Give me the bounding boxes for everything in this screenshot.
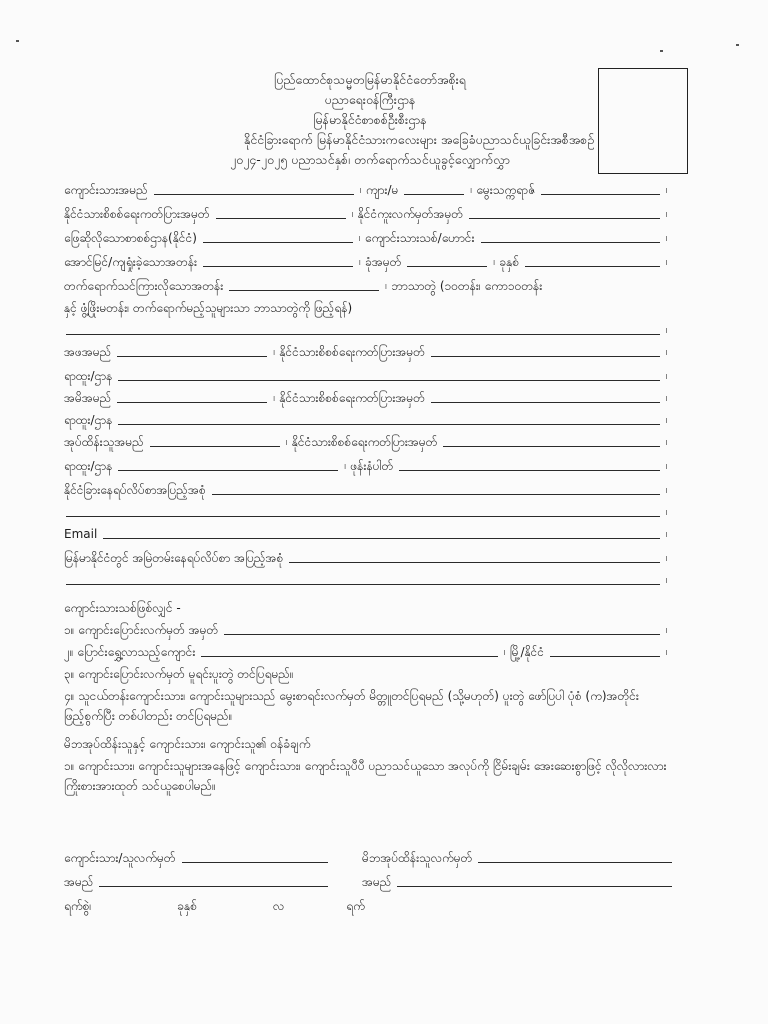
row-nrc: နိုင်ငံသားစိစစ်ရေးကတ်ပြားအမှတ် ၊ နိုင်ငံကူးလက်မှတ်အမှတ် ၊ bbox=[64, 204, 672, 224]
foreign-address-field[interactable] bbox=[212, 494, 660, 495]
new-student-title: ကျောင်းသားသစ်ဖြစ်လျှင် - bbox=[64, 601, 181, 615]
row-previous-school: ၂။ ပြောင်းရွှေ့လာသည့်ကျောင်း ၊ မြို့/နိုင်ငံ ၊ bbox=[64, 642, 672, 662]
mother-occupation-field[interactable] bbox=[118, 424, 660, 425]
kindergarten-note: ၄။ သူငယ်တန်းကျောင်းသား၊ ကျောင်းသူများသည် မွေးစာရင်းလက်မှတ် မိတ္တူတင်ပြရမည် (သို့မဟုတ်) ပူးတွဲ ဖော်ပြပါ ပုံစံ (က)အတိုင်း ဖြည့်စွက်ပြီး တစ်ပါတည်း တင်ပြရမည်။ bbox=[64, 689, 639, 723]
header-ministry: ပညာရေးဝန်ကြီးဌာန bbox=[324, 92, 416, 107]
passed-grade-label: အောင်မြင်/ကျရှုံးခဲ့သောအတန်း bbox=[64, 255, 198, 269]
student-sign-name-label: အမည် bbox=[64, 875, 94, 889]
myanmar-address-label: မြန်မာနိုင်ငံတွင် အမြဲတမ်းနေရပ်လိပ်စာ အပြည့်အစုံ bbox=[64, 551, 284, 565]
subject-field[interactable] bbox=[66, 334, 660, 335]
date-month-label: လ bbox=[272, 899, 285, 913]
student-name-sign-row bbox=[64, 872, 334, 892]
row-guardian-occupation: ရာထူး/ဌာန ၊ ဖုန်းနံပါတ် ၊ bbox=[64, 456, 672, 476]
mother-name-label: အမိအမည် bbox=[64, 391, 112, 405]
foreign-address-label: နိုင်ငံခြားနေရပ်လိပ်စာအပြည့်အစုံ bbox=[64, 483, 206, 497]
previous-school-label: ၂။ ပြောင်းရွှေ့လာသည့်ကျောင်း bbox=[64, 645, 196, 659]
transfer-original-note: ၃။ ကျောင်းပြောင်းလက်မှတ် မူရင်းပူးတွဲ တင်ပြရမည်။ bbox=[64, 667, 294, 681]
guardian-nrc-label: နိုင်ငံသားစိစစ်ရေးကတ်ပြားအမှတ် bbox=[291, 435, 438, 449]
exam-dept-label: ဖြေဆိုလိုသောစာစစ်ဌာန(နိုင်ငံ) bbox=[64, 231, 197, 245]
student-name-field[interactable] bbox=[154, 194, 354, 195]
guardian-name-field[interactable] bbox=[150, 446, 280, 447]
mother-nrc-field[interactable] bbox=[431, 402, 660, 403]
apply-grade-field[interactable] bbox=[229, 290, 379, 291]
myanmar-address-field[interactable] bbox=[289, 562, 660, 563]
scan-speck bbox=[660, 50, 663, 52]
dob-field[interactable] bbox=[541, 194, 660, 195]
row-subject-cont bbox=[64, 298, 672, 318]
row-mother: အမိအမည် ၊ နိုင်ငံသားစိစစ်ရေးကတ်ပြားအမှတ် ၊ bbox=[64, 388, 672, 408]
student-sign-name-field[interactable] bbox=[99, 886, 328, 887]
declaration-text: ၁။ ကျောင်းသား၊ ကျောင်းသူများအနေဖြင့် ကျောင်းသား၊ ကျောင်းသူပီပီ ပညာသင်ယူသော အလုပ်ကို ငြိမ်းချမ်း အေးဆေးစွာဖြင့် လိုလိုလားလား ကြိုးစားအားထုတ် သင်ယူစေပါမည်။ bbox=[64, 759, 667, 793]
passport-field[interactable] bbox=[469, 218, 660, 219]
row-item3 bbox=[64, 664, 672, 684]
roll-no-label: ခုံအမှတ် bbox=[365, 255, 402, 269]
phone-field[interactable] bbox=[399, 470, 660, 471]
year-label: ခုနှစ် bbox=[499, 255, 520, 269]
parent-sign-name-label: အမည် bbox=[362, 875, 392, 889]
transfer-cert-field[interactable] bbox=[224, 634, 660, 635]
row-father-occupation: ရာထူး/ဌာန ၊ bbox=[64, 366, 672, 386]
student-signature-row bbox=[64, 848, 334, 868]
parent-name-sign-row bbox=[362, 872, 678, 892]
father-occupation-field[interactable] bbox=[118, 380, 660, 381]
father-nrc-field[interactable] bbox=[431, 356, 660, 357]
row-myanmar-address: မြန်မာနိုင်ငံတွင် အမြဲတမ်းနေရပ်လိပ်စာ အပြည့်အစုံ ၊ bbox=[64, 548, 672, 568]
apply-grade-label: တက်ရောက်သင်ကြားလိုသောအတန်း bbox=[64, 279, 224, 293]
father-occupation-label: ရာထူး/ဌာန bbox=[64, 369, 113, 383]
father-name-label: အဖအမည် bbox=[64, 345, 112, 359]
guardian-occupation-field[interactable] bbox=[118, 470, 338, 471]
scan-speck bbox=[16, 40, 19, 42]
date-day-label: ရက် bbox=[346, 899, 365, 913]
parent-sign-label: မိဘအုပ်ထိန်းသူလက်မှတ် bbox=[362, 851, 473, 865]
header-title: ၂၀၂၄-၂၀၂၅ ပညာသင်နှစ်၊ တက်ရောက်သင်ယူခွင့်လျှောက်လွှာ bbox=[229, 152, 511, 167]
passed-grade-field[interactable] bbox=[203, 266, 353, 267]
passport-label: နိုင်ငံကူးလက်မှတ်အမှတ် bbox=[357, 207, 464, 221]
student-sign-field[interactable] bbox=[182, 862, 328, 863]
guardian-occupation-label: ရာထူး/ဌာန bbox=[64, 459, 113, 473]
dob-label: မွေးသက္ကရာဇ် bbox=[476, 183, 536, 197]
email-field[interactable] bbox=[103, 538, 660, 539]
mother-occupation-label: ရာထူး/ဌာန bbox=[64, 413, 113, 427]
student-sign-label: ကျောင်းသား/သူလက်မှတ် bbox=[64, 851, 176, 865]
gender-label: ကျား/မ bbox=[365, 183, 399, 197]
previous-school-field[interactable] bbox=[201, 656, 497, 657]
date-row bbox=[64, 896, 369, 916]
mother-nrc-label: နိုင်ငံသားစိစစ်ရေးကတ်ပြားအမှတ် bbox=[279, 391, 425, 405]
photo-box bbox=[598, 68, 688, 174]
parent-signature-row bbox=[362, 848, 678, 868]
declaration-title: မိဘအုပ်ထိန်းသူနှင့် ကျောင်းသား၊ ကျောင်းသူ၏ ဝန်ခံချက် bbox=[64, 737, 311, 751]
gender-field[interactable] bbox=[404, 194, 464, 195]
foreign-address-field-2[interactable] bbox=[66, 516, 660, 517]
date-label: ရက်စွဲ၊ bbox=[64, 899, 92, 913]
header-program: နိုင်ငံခြားရောက် မြန်မာနိုင်ငံသားကလေးများ အခြေခံပညာသင်ယူခြင်းအစီအစဉ် bbox=[243, 132, 595, 147]
guardian-nrc-field[interactable] bbox=[443, 446, 660, 447]
row-declaration-title bbox=[64, 734, 672, 754]
row-exam-dept: ဖြေဆိုလိုသောစာစစ်ဌာန(နိုင်ငံ) ၊ ကျောင်းသားသစ်/ဟောင်း ၊ bbox=[64, 228, 672, 248]
date-year-label: ခုနှစ် bbox=[177, 899, 197, 913]
phone-label: ဖုန်းနံပါတ် bbox=[350, 459, 394, 473]
row-mother-occupation: ရာထူး/ဌာန ၊ bbox=[64, 410, 672, 430]
myanmar-address-field-2[interactable] bbox=[66, 584, 660, 585]
exam-dept-field[interactable] bbox=[203, 242, 353, 243]
father-nrc-label: နိုင်ငံသားစိစစ်ရေးကတ်ပြားအမှတ် bbox=[279, 345, 425, 359]
row-foreign-address: နိုင်ငံခြားနေရပ်လိပ်စာအပြည့်အစုံ ၊ bbox=[64, 480, 672, 500]
nrc-field[interactable] bbox=[216, 218, 346, 219]
row-subject-field: ၊ bbox=[64, 320, 672, 340]
year-field[interactable] bbox=[525, 266, 660, 267]
nrc-label: နိုင်ငံသားစိစစ်ရေးကတ်ပြားအမှတ် bbox=[64, 207, 210, 221]
guardian-name-label: အုပ်ထိန်းသူအမည် bbox=[64, 435, 144, 449]
city-country-label: မြို့/နိုင်ငံ bbox=[509, 645, 544, 659]
father-name-field[interactable] bbox=[117, 356, 267, 357]
mother-name-field[interactable] bbox=[117, 402, 267, 403]
student-name-label: ကျောင်းသားအမည် bbox=[64, 183, 148, 197]
row-myanmar-address-2: ၊ bbox=[64, 570, 672, 590]
roll-no-field[interactable] bbox=[407, 266, 487, 267]
header-department: မြန်မာနိုင်ငံစာစစ်ဦးစီးဌာန bbox=[313, 112, 427, 127]
row-father: အဖအမည် ၊ နိုင်ငံသားစိစစ်ရေးကတ်ပြားအမှတ် ၊ bbox=[64, 342, 672, 362]
subject-label: ဘာသာတွဲ (၁၀တန်း၊ ကော၁၀တန်း bbox=[391, 279, 543, 293]
city-country-field[interactable] bbox=[550, 656, 660, 657]
scan-speck bbox=[736, 44, 739, 46]
parent-sign-field[interactable] bbox=[478, 862, 672, 863]
header-government: ပြည်ထောင်စုသမ္မတမြန်မာနိုင်ငံတော်အစိုးရ bbox=[274, 72, 466, 87]
form-header bbox=[150, 70, 595, 170]
student-id-field[interactable] bbox=[481, 242, 660, 243]
subject-cont-label: နှင့် ဖွံ့ဖြိုးမတန်း၊ တက်ရောက်မည့်သူများသာ ဘာသာတွဲကို ဖြည့်ရန်) bbox=[64, 301, 353, 315]
row-apply-grade: တက်ရောက်သင်ကြားလိုသောအတန်း ၊ ဘာသာတွဲ (၁၀တန်း၊ ကော၁၀တန်း bbox=[64, 276, 672, 296]
row-guardian: အုပ်ထိန်းသူအမည် ၊ နိုင်ငံသားစိစစ်ရေးကတ်ပြားအမှတ် ၊ bbox=[64, 432, 672, 452]
row-email: Email ၊ bbox=[64, 524, 672, 544]
student-id-label: ကျောင်းသားသစ်/ဟောင်း bbox=[364, 231, 475, 245]
parent-sign-name-field[interactable] bbox=[397, 886, 672, 887]
email-label: Email bbox=[64, 527, 98, 541]
row-new-student-title bbox=[64, 598, 672, 618]
transfer-cert-label: ၁။ ကျောင်းပြောင်းလက်မှတ် အမှတ် bbox=[64, 623, 219, 637]
row-student-name: ကျောင်းသားအမည် ၊ ကျား/မ ၊ မွေးသက္ကရာဇ် ၊ bbox=[64, 180, 672, 200]
row-transfer-cert: ၁။ ကျောင်းပြောင်းလက်မှတ် အမှတ် ၊ bbox=[64, 620, 672, 640]
row-foreign-address-2: ၊ bbox=[64, 502, 672, 522]
row-passed-grade: အောင်မြင်/ကျရှုံးခဲ့သောအတန်း ၊ ခုံအမှတ် ၊ ခုနှစ် ၊ bbox=[64, 252, 672, 272]
